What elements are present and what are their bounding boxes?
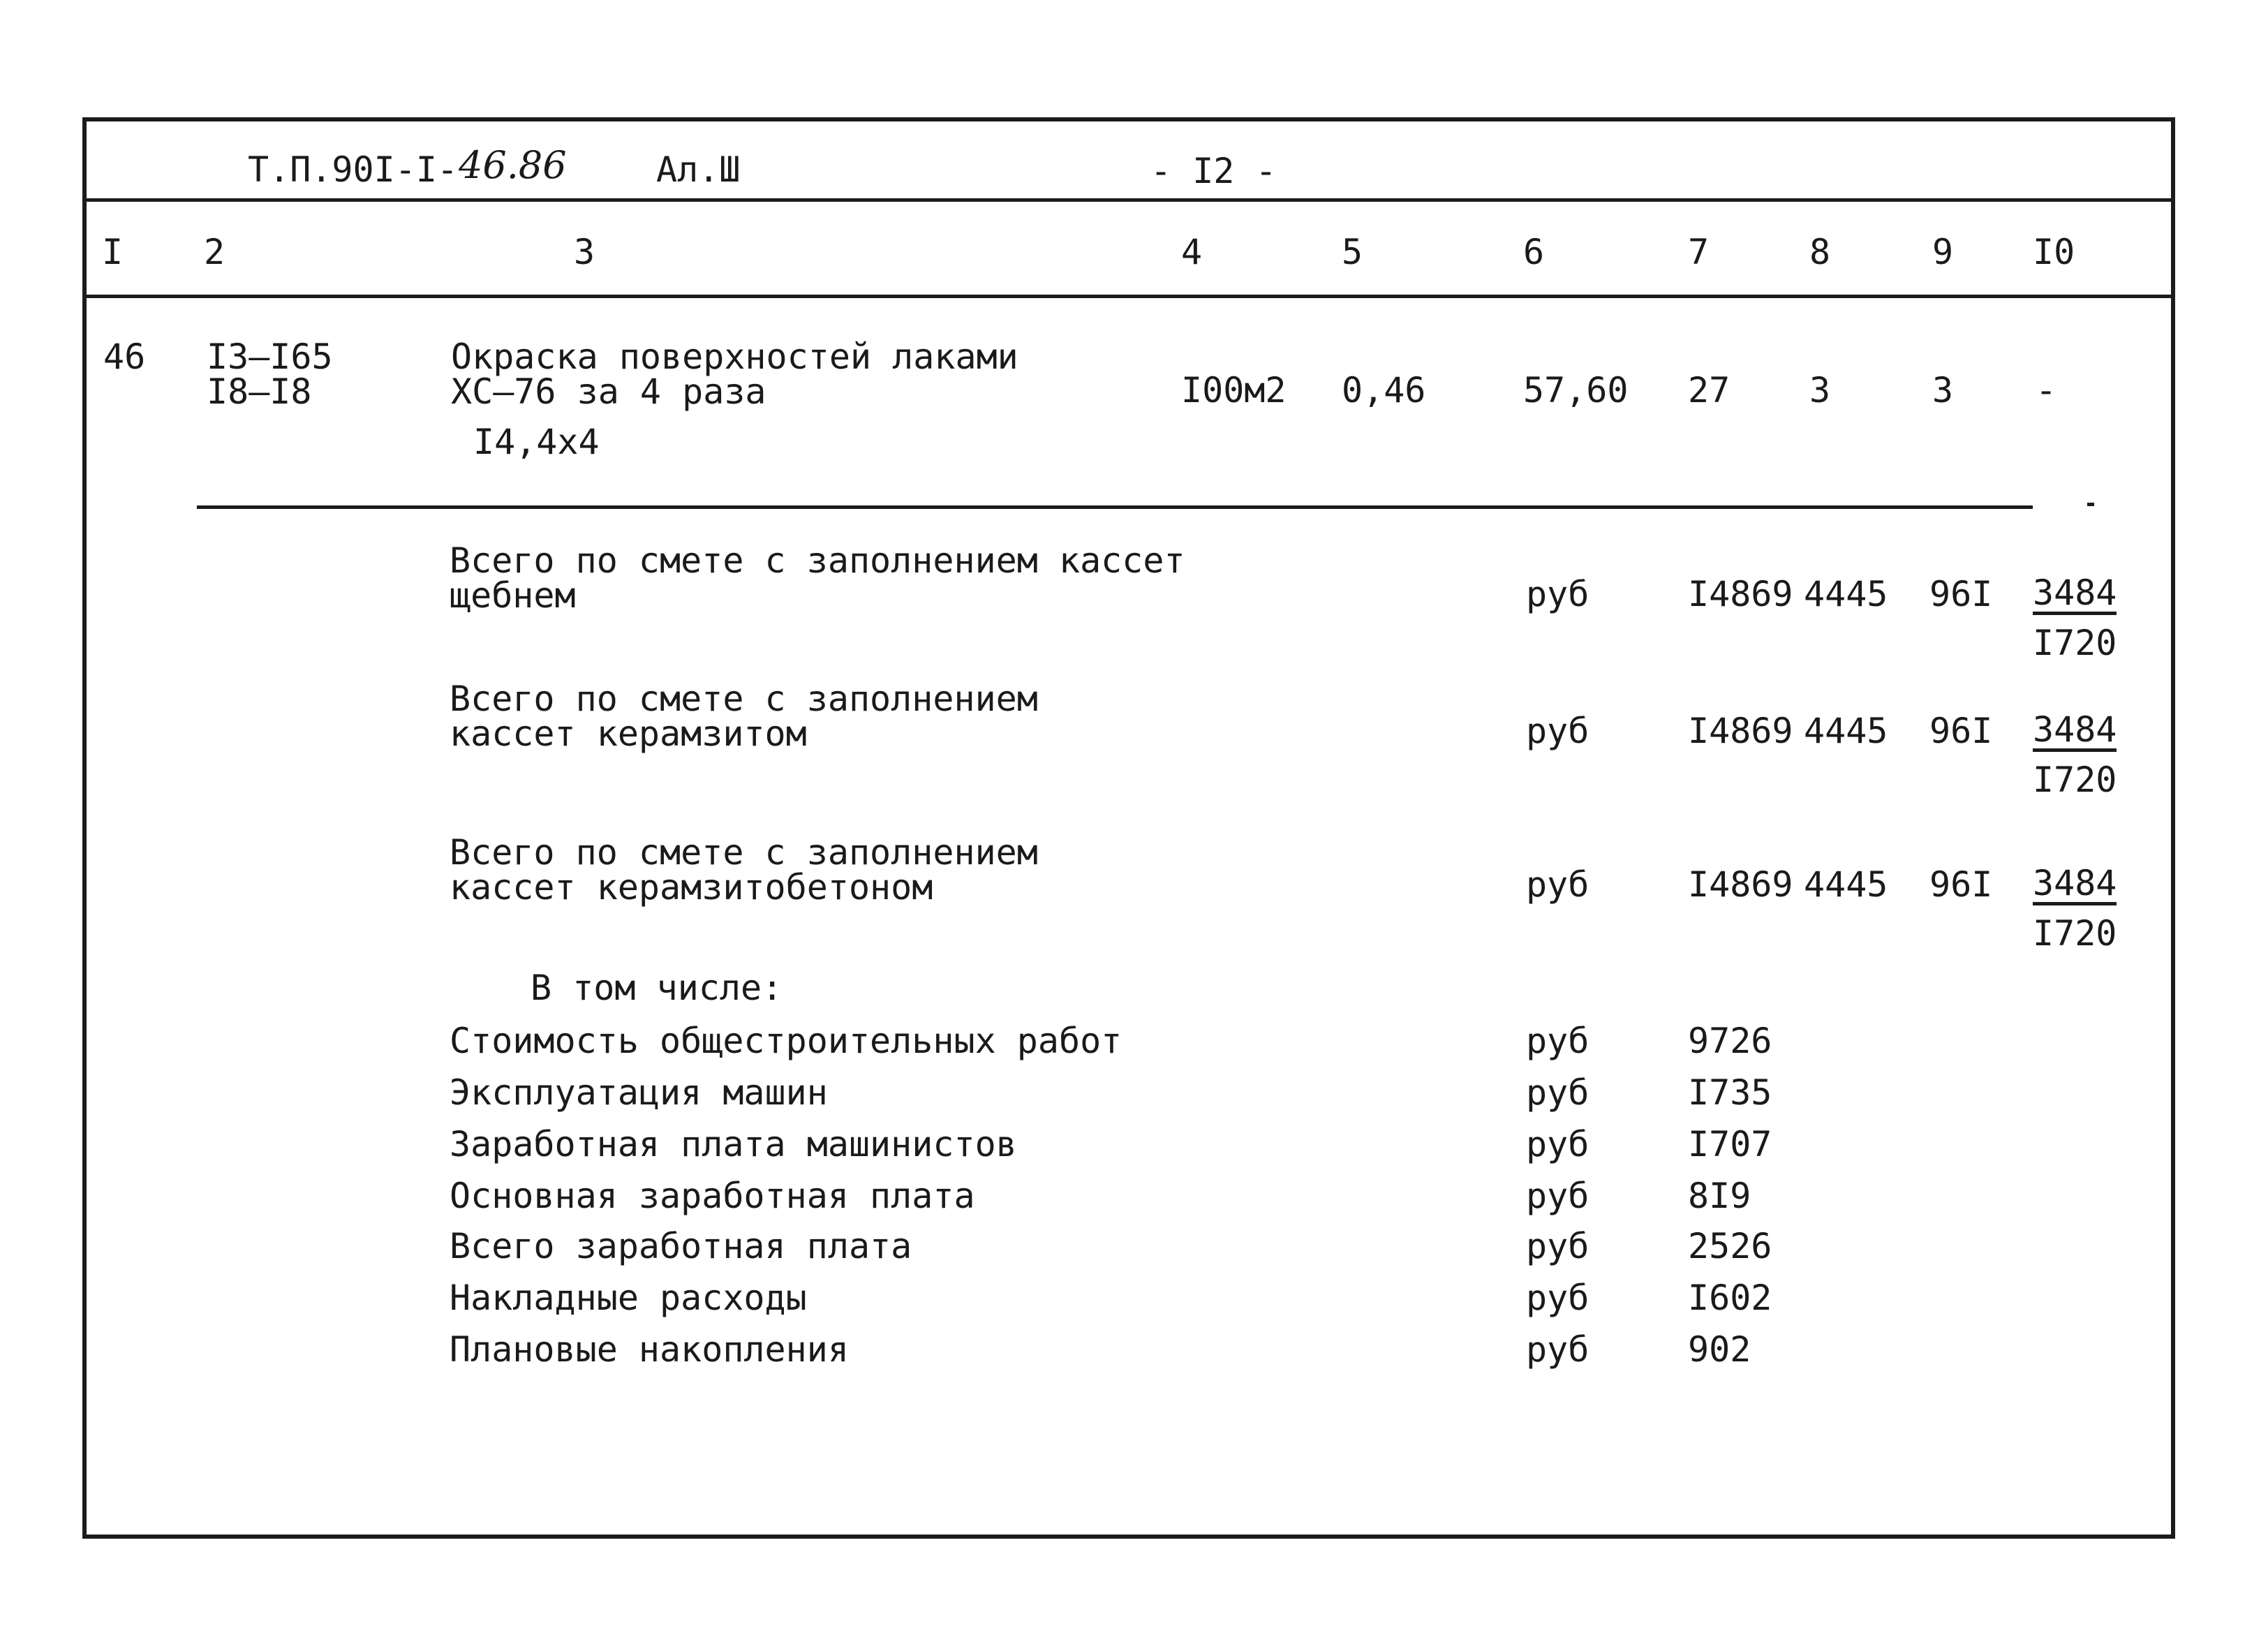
total-2-line1: Всего по смете с заполнением <box>450 679 1038 719</box>
total-1-col9: 96I <box>1929 574 1993 614</box>
doc-code-prefix: Т.П.90I-I- <box>248 149 459 190</box>
item-number: 46 <box>103 337 146 377</box>
col-header-1: I <box>102 232 124 272</box>
col-header-7: 7 <box>1688 232 1710 272</box>
col-header-2: 2 <box>204 232 225 272</box>
item-qty: 0,46 <box>1342 370 1426 411</box>
item-col9: 3 <box>1932 370 1954 411</box>
breakdown-label-1: Стоимость общестроительных работ <box>450 1021 1122 1061</box>
breakdown-value-7: 902 <box>1688 1329 1751 1370</box>
breakdown-label-5: Всего заработная плата <box>450 1226 912 1266</box>
doc-code-handwritten: 46.86 <box>459 143 567 187</box>
breakdown-label-7: Плановые накопления <box>450 1329 849 1370</box>
item-price: 57,60 <box>1523 370 1629 411</box>
breakdown-title: В том числе: <box>531 968 783 1008</box>
item-col7: 27 <box>1688 370 1730 411</box>
total-2-col9: 96I <box>1929 711 1993 751</box>
album-label: Ал.Ш <box>656 149 741 190</box>
breakdown-unit-3: руб <box>1526 1124 1589 1164</box>
total-3-line1: Всего по смете с заполнением <box>450 832 1038 873</box>
total-2-col7: I4869 <box>1688 711 1793 751</box>
breakdown-label-4: Основная заработная плата <box>450 1176 975 1216</box>
item-col10: - <box>2036 370 2057 411</box>
separator-dot <box>2087 503 2094 506</box>
item-code-line1: I3–I65 <box>207 337 333 377</box>
total-2-unit: руб <box>1526 711 1589 751</box>
item-code-line2: I8–I8 <box>207 371 312 412</box>
col-header-5: 5 <box>1342 232 1363 272</box>
col-header-4: 4 <box>1181 232 1203 272</box>
breakdown-unit-1: руб <box>1526 1021 1589 1061</box>
breakdown-label-6: Накладные расходы <box>450 1278 807 1318</box>
item-unit: I00м2 <box>1181 370 1287 411</box>
total-1-col8: 4445 <box>1804 574 1888 614</box>
column-header-separator <box>87 295 2175 298</box>
item-desc-line2: ХС–76 за 4 раза <box>451 371 766 412</box>
total-1-line2: щебнем <box>450 575 576 616</box>
breakdown-label-3: Заработная плата машинистов <box>450 1124 1017 1164</box>
breakdown-unit-6: руб <box>1526 1278 1589 1318</box>
total-3-col10-top: 3484 <box>2033 866 2117 905</box>
page-number: - I2 - <box>1150 151 1277 191</box>
total-3-col8: 4445 <box>1804 864 1888 905</box>
col-header-3: 3 <box>574 232 595 272</box>
breakdown-unit-2: руб <box>1526 1072 1589 1113</box>
total-3-col9: 96I <box>1929 864 1993 905</box>
col-header-10: I0 <box>2033 232 2075 272</box>
total-1-col10-top: 3484 <box>2033 575 2117 615</box>
total-2-col10-bottom: I720 <box>2033 760 2117 800</box>
col-header-9: 9 <box>1932 232 1954 272</box>
breakdown-value-5: 2526 <box>1688 1226 1772 1266</box>
breakdown-value-6: I602 <box>1688 1278 1772 1318</box>
item-col8: 3 <box>1809 370 1831 411</box>
total-2-line2: кассет керамзитом <box>450 713 807 754</box>
totals-separator <box>197 505 2033 509</box>
breakdown-unit-4: руб <box>1526 1176 1589 1216</box>
breakdown-value-4: 8I9 <box>1688 1176 1751 1216</box>
total-1-col7: I4869 <box>1688 574 1793 614</box>
item-desc-line3: I4,4х4 <box>473 422 600 462</box>
breakdown-label-2: Эксплуатация машин <box>450 1072 828 1113</box>
total-2-col8: 4445 <box>1804 711 1888 751</box>
page-frame <box>82 117 2175 1539</box>
total-3-col10-bottom: I720 <box>2033 913 2117 954</box>
total-1-unit: руб <box>1526 574 1589 614</box>
total-3-line2: кассет керамзитобетоном <box>450 867 933 908</box>
total-3-col7: I4869 <box>1688 864 1793 905</box>
total-2-col10-top: 3484 <box>2033 712 2117 752</box>
breakdown-value-3: I707 <box>1688 1124 1772 1164</box>
col-header-8: 8 <box>1809 232 1831 272</box>
total-3-unit: руб <box>1526 864 1589 905</box>
total-1-col10-bottom: I720 <box>2033 623 2117 663</box>
total-1-line1: Всего по смете с заполнением кассет <box>450 540 1185 581</box>
breakdown-value-1: 9726 <box>1688 1021 1772 1061</box>
header-separator <box>87 198 2175 202</box>
item-desc-line1: Окраска поверхностей лаками <box>451 337 1018 377</box>
breakdown-unit-7: руб <box>1526 1329 1589 1370</box>
col-header-6: 6 <box>1523 232 1545 272</box>
breakdown-unit-5: руб <box>1526 1226 1589 1266</box>
breakdown-value-2: I735 <box>1688 1072 1772 1113</box>
